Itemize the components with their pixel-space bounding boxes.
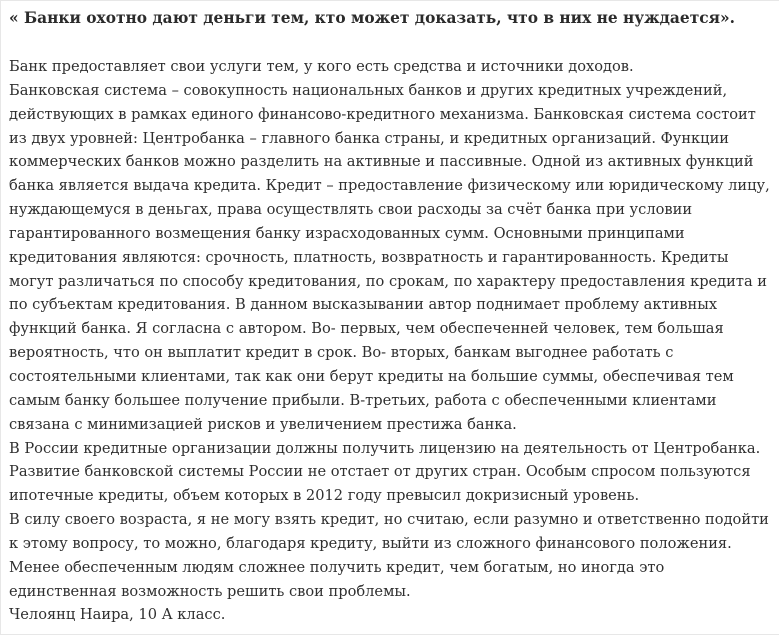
paragraph-intro: Банк предоставляет свои услуги тем, у кого есть средства и источники доходов. <box>9 58 634 75</box>
paragraph-banking-system: Банковская система – совокупность национальных банков и других кредитных учреждений, действующих в рамках единого финансово-кредитного механизма. Банковская система состоит из двух уровней: Центробанка – главного банка страны, и кредитных организаций. Функции коммерческих банков можно разделить на активные и пассивные. Одной из активных функций банка является выдача кредита. Кредит – предоставление физическому или юридическому лицу, нуждающемуся в деньгах, права осуществлять свои расходы за счёт банка при условии гарантированного возмещения банку израсходованных сумм. Основными принципами кредитования являются: срочность, платность, возвратность и гарантированность. Кредиты могут различаться по способу кредитования, по срокам, по характеру предоставления кредита и по субъектам кредитования. В данном высказывании автор поднимает проблему активных функций банка. Я согласна с автором. Во- первых, чем обеспеченней человек, тем большая вероятность, что он выплатит кредит в срок. Во- вторых, банкам выгоднее работать с состоятельными клиентами, так как они берут кредиты на большие суммы, обеспечивая тем самым банку большее получение прибыли. В-третьих, работа с обеспеченными клиентами связана с минимизацией рисков и увеличением престижа банка. <box>9 81 770 433</box>
paragraph-russia: В России кредитные организации должны получить лицензию на деятельность от Центробанка. Развитие банковской системы России не отстает от других стран. Особым спросом пользуются ипотечные кредиты, объем которых в 2012 году превысил докризисный уровень. <box>9 439 761 505</box>
article-body <box>9 55 774 627</box>
author-signature: Челоянц Наира, 10 А класс. <box>9 606 226 624</box>
paragraph-personal-view: В силу своего возраста, я не могу взять кредит, но считаю, если разумно и ответственно подойти к этому вопросу, то можно, благодаря кредиту, выйти из сложного финансового положения. <box>9 511 769 552</box>
article <box>9 8 774 627</box>
paragraph-conclusion: Менее обеспеченным людям сложнее получить кредит, чем богатым, но иногда это единственная возможность решить свои проблемы. <box>9 558 665 600</box>
article-title: « Банки охотно дают деньги тем, кто может доказать, что в них не нуждается». <box>9 9 735 27</box>
